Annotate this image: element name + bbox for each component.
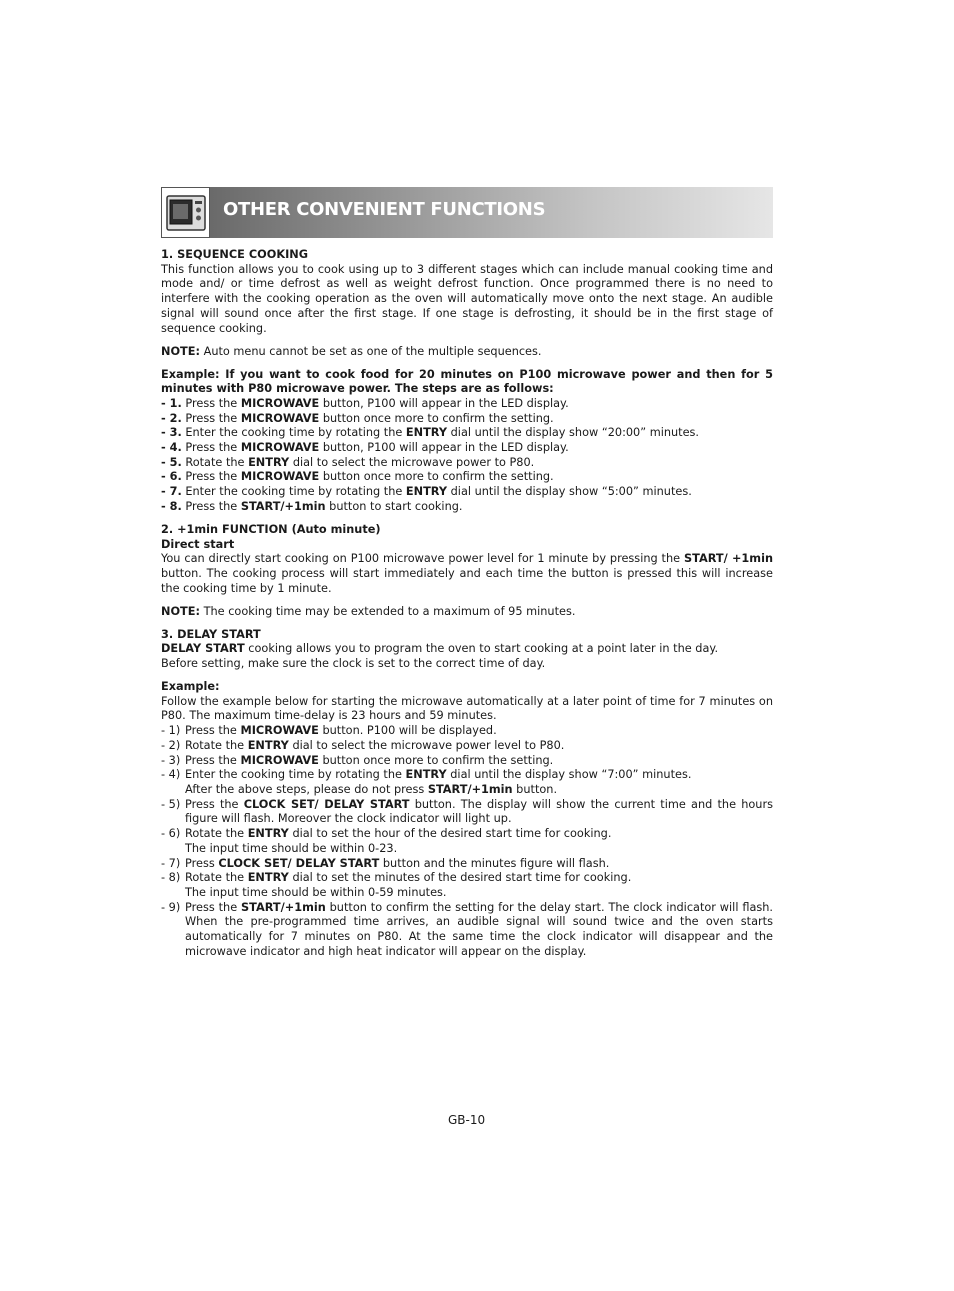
list-item: - 7. Enter the cooking time by rotating the ENTRY dial until the display show “5:00” minutes. bbox=[161, 485, 692, 499]
sequence-steps-list bbox=[161, 397, 773, 515]
section-heading-sequence-cooking: 1. SEQUENCE COOKING bbox=[161, 248, 309, 261]
list-item: - 4. Press the MICROWAVE button, P100 will appear in the LED display. bbox=[161, 441, 569, 455]
list-item: - 1. Press the MICROWAVE button, P100 will appear in the LED display. bbox=[161, 396, 569, 410]
list-item: - 6) Rotate the ENTRY dial to set the hour of the desired start time for cooking. The input time should be within 0-23. bbox=[161, 827, 612, 855]
list-item: - 9) Press the START/+1min button to confirm the setting for the delay start. The clock indicator will flash. When the pre-programmed time arrives, an audible signal will sound twice and the oven starts automatically for 7 minutes on P80. At the same time the clock indicator will disappear and the microwave indicator and high heat indicator will appear on the display. bbox=[161, 900, 774, 958]
list-item: - 7) Press CLOCK SET/ DELAY START button and the minutes figure will flash. bbox=[161, 856, 610, 870]
delay-example-label: Example: bbox=[161, 680, 220, 694]
list-item: - 3) Press the MICROWAVE button once more to confirm the setting. bbox=[161, 753, 554, 767]
list-item: - 2. Press the MICROWAVE button once more to confirm the setting. bbox=[161, 411, 554, 425]
page-title: OTHER CONVENIENT FUNCTIONS bbox=[223, 199, 546, 220]
note-label: NOTE: bbox=[161, 344, 200, 358]
list-item: - 6. Press the MICROWAVE button once more to confirm the setting. bbox=[161, 470, 554, 484]
delay-example-text: Follow the example below for starting the microwave automatically at a later point of time for 7 minutes on P80. The maximum time-delay is 23 hours and 59 minutes. bbox=[161, 694, 773, 723]
list-item: - 5. Rotate the ENTRY dial to select the microwave power to P80. bbox=[161, 455, 535, 469]
list-item: - 3. Enter the cooking time by rotating the ENTRY dial until the display show “20:00” minutes. bbox=[161, 426, 700, 440]
list-item: - 4) Enter the cooking time by rotating the ENTRY dial until the display show “7:00” minutes. After the above steps, please do not press START/+1min button. bbox=[161, 768, 692, 796]
delay-start-intro: DELAY START cooking allows you to program the oven to start cooking at a point later in the day. bbox=[161, 642, 719, 656]
document-body bbox=[161, 248, 773, 959]
microwave-icon-box bbox=[161, 187, 210, 238]
list-item: - 2) Rotate the ENTRY dial to select the microwave power level to P80. bbox=[161, 738, 565, 752]
list-item: - 8. Press the START/+1min button to start cooking. bbox=[161, 499, 463, 513]
note-label: NOTE: bbox=[161, 604, 200, 618]
direct-start-text: You can directly start cooking on P100 microwave power level for 1 minute by pressing the START/ +1min button. The cooking process will start immediately and each time the button is pressed this will increase the cooking time by 1 minute. bbox=[161, 552, 773, 595]
section-heading-delay-start: 3. DELAY START bbox=[161, 627, 261, 641]
section-heading-auto-minute: 2. +1min FUNCTION (Auto minute) bbox=[161, 522, 381, 536]
microwave-icon bbox=[166, 195, 206, 231]
delay-start-intro-2: Before setting, make sure the clock is set to the correct time of day. bbox=[161, 657, 546, 671]
sequence-cooking-example: Example: If you want to cook food for 20 minutes on P100 microwave power and then for 5 minutes with P80 microwave power. The steps are as follows: bbox=[161, 367, 773, 396]
section-header bbox=[161, 187, 773, 238]
subheading-direct-start: Direct start bbox=[161, 537, 235, 551]
page-number: GB-10 bbox=[448, 1113, 486, 1127]
delay-steps-list bbox=[161, 724, 773, 959]
list-item: - 5) Press the CLOCK SET/ DELAY START button. The display will show the current time and the hours figure will flash. Moreover the clock indicator will light up. bbox=[161, 797, 773, 826]
sequence-cooking-note: NOTE: Auto menu cannot be set as one of the multiple sequences. bbox=[161, 344, 542, 358]
auto-minute-note: NOTE: The cooking time may be extended to a maximum of 95 minutes. bbox=[161, 604, 576, 618]
list-item: - 1) Press the MICROWAVE button. P100 will be displayed. bbox=[161, 724, 497, 738]
list-item: - 8) Rotate the ENTRY dial to set the minutes of the desired start time for cooking. The input time should be within 0-59 minutes. bbox=[161, 871, 632, 899]
sequence-cooking-intro: This function allows you to cook using up to 3 different stages which can include manual cooking time and mode and/ or time defrost as well as weight defrost function. Once programmed there is no need to interfere with the cooking operation as the oven will automatically move onto the next stage. An audible signal will sound once after the first stage. If one stage is defrosting, it should be in the first stage of sequence cooking. bbox=[161, 262, 773, 335]
